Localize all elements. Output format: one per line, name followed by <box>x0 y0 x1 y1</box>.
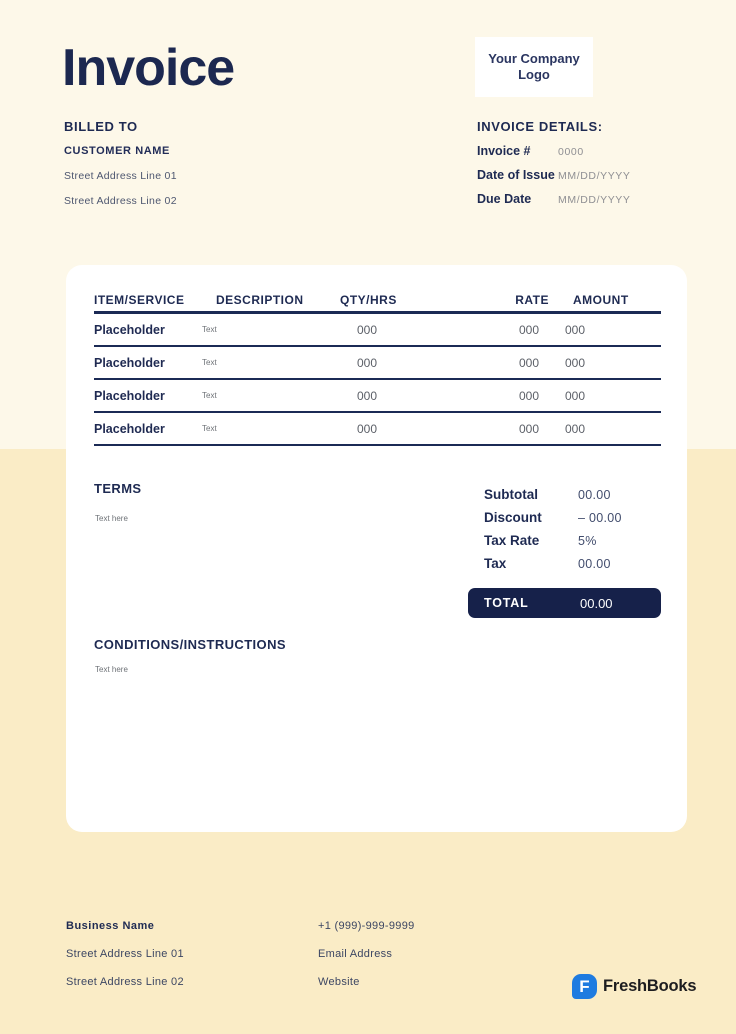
discount-label: Discount <box>484 510 542 525</box>
conditions-heading: CONDITIONS/INSTRUCTIONS <box>94 637 286 652</box>
table-row <box>94 413 661 446</box>
invoice-number-value: 0000 <box>558 146 584 158</box>
total-value: 00.00 <box>580 595 613 611</box>
subtotal-label: Subtotal <box>484 487 538 502</box>
footer-business-column <box>66 920 184 1004</box>
table-row <box>94 380 661 413</box>
invoice-details-section <box>477 119 631 206</box>
invoice-number-row <box>477 144 631 158</box>
rate-cell: 000 <box>518 322 539 337</box>
amount-cell: 000 <box>565 355 586 370</box>
page-title: Invoice <box>62 39 235 97</box>
invoice-number-label: Invoice # <box>477 144 531 158</box>
rate-cell: 000 <box>518 355 539 370</box>
date-of-issue-value: MM/DD/YYYY <box>558 170 631 182</box>
freshbooks-logo-icon: F <box>572 974 597 999</box>
header-qty-hrs: QTY/HRS <box>340 293 397 307</box>
freshbooks-branding <box>572 974 696 999</box>
billed-to-heading: BILLED TO <box>64 119 138 134</box>
item-cell: Placeholder <box>94 355 165 370</box>
qty-cell: 000 <box>357 355 378 370</box>
header-amount: AMOUNT <box>573 293 629 307</box>
amount-cell: 000 <box>565 421 586 436</box>
description-cell: Text <box>202 358 217 367</box>
business-website: Website <box>318 976 360 988</box>
description-cell: Text <box>202 391 217 400</box>
customer-name: CUSTOMER NAME <box>64 145 170 157</box>
item-cell: Placeholder <box>94 421 165 436</box>
logo-text-line1: Your Company <box>488 51 580 66</box>
tax-rate-row <box>484 529 664 552</box>
totals-section <box>484 483 664 575</box>
item-cell: Placeholder <box>94 322 165 337</box>
amount-cell: 000 <box>565 388 586 403</box>
business-address-line2: Street Address Line 02 <box>66 976 184 988</box>
invoice-card <box>66 265 687 832</box>
conditions-text: Text here <box>95 665 128 674</box>
company-logo-placeholder <box>475 37 593 97</box>
description-cell: Text <box>202 424 217 433</box>
header-rate: RATE <box>515 293 549 307</box>
terms-heading: TERMS <box>94 481 142 496</box>
due-date-value: MM/DD/YYYY <box>558 194 631 206</box>
total-label: TOTAL <box>484 596 529 610</box>
tax-value: 00.00 <box>578 556 611 571</box>
header-description: DESCRIPTION <box>216 293 304 307</box>
item-cell: Placeholder <box>94 388 165 403</box>
due-date-label: Due Date <box>477 192 532 206</box>
freshbooks-wordmark: FreshBooks <box>603 977 697 995</box>
discount-row <box>484 506 664 529</box>
rate-cell: 000 <box>518 388 539 403</box>
amount-cell: 000 <box>565 322 586 337</box>
invoice-details-heading: INVOICE DETAILS: <box>477 119 603 134</box>
tax-label: Tax <box>484 556 507 571</box>
tax-row <box>484 552 664 575</box>
qty-cell: 000 <box>357 388 378 403</box>
business-name: Business Name <box>66 920 155 932</box>
table-row <box>94 314 661 347</box>
description-cell: Text <box>202 325 217 334</box>
business-email: Email Address <box>318 948 393 960</box>
discount-value: – 00.00 <box>578 510 622 525</box>
total-box <box>468 588 661 618</box>
billed-to-section <box>64 119 177 207</box>
due-date-row <box>477 192 631 206</box>
terms-text: Text here <box>95 514 128 523</box>
tax-rate-label: Tax Rate <box>484 533 540 548</box>
business-address-line1: Street Address Line 01 <box>66 948 184 960</box>
tax-rate-value: 5% <box>578 533 597 548</box>
rate-cell: 000 <box>518 421 539 436</box>
footer-contact-column <box>318 920 415 1004</box>
line-items-table <box>94 289 661 446</box>
date-of-issue-row <box>477 168 631 182</box>
table-row <box>94 347 661 380</box>
logo-text-line2: Logo <box>518 67 550 82</box>
subtotal-value: 00.00 <box>578 487 611 502</box>
qty-cell: 000 <box>357 421 378 436</box>
table-header-row <box>94 289 661 314</box>
subtotal-row <box>484 483 664 506</box>
customer-address-line2: Street Address Line 02 <box>64 195 177 207</box>
date-of-issue-label: Date of Issue <box>477 168 555 182</box>
customer-address-line1: Street Address Line 01 <box>64 170 177 182</box>
qty-cell: 000 <box>357 322 378 337</box>
header-item-service: ITEM/SERVICE <box>94 293 185 307</box>
business-phone: +1 (999)-999-9999 <box>318 920 415 932</box>
